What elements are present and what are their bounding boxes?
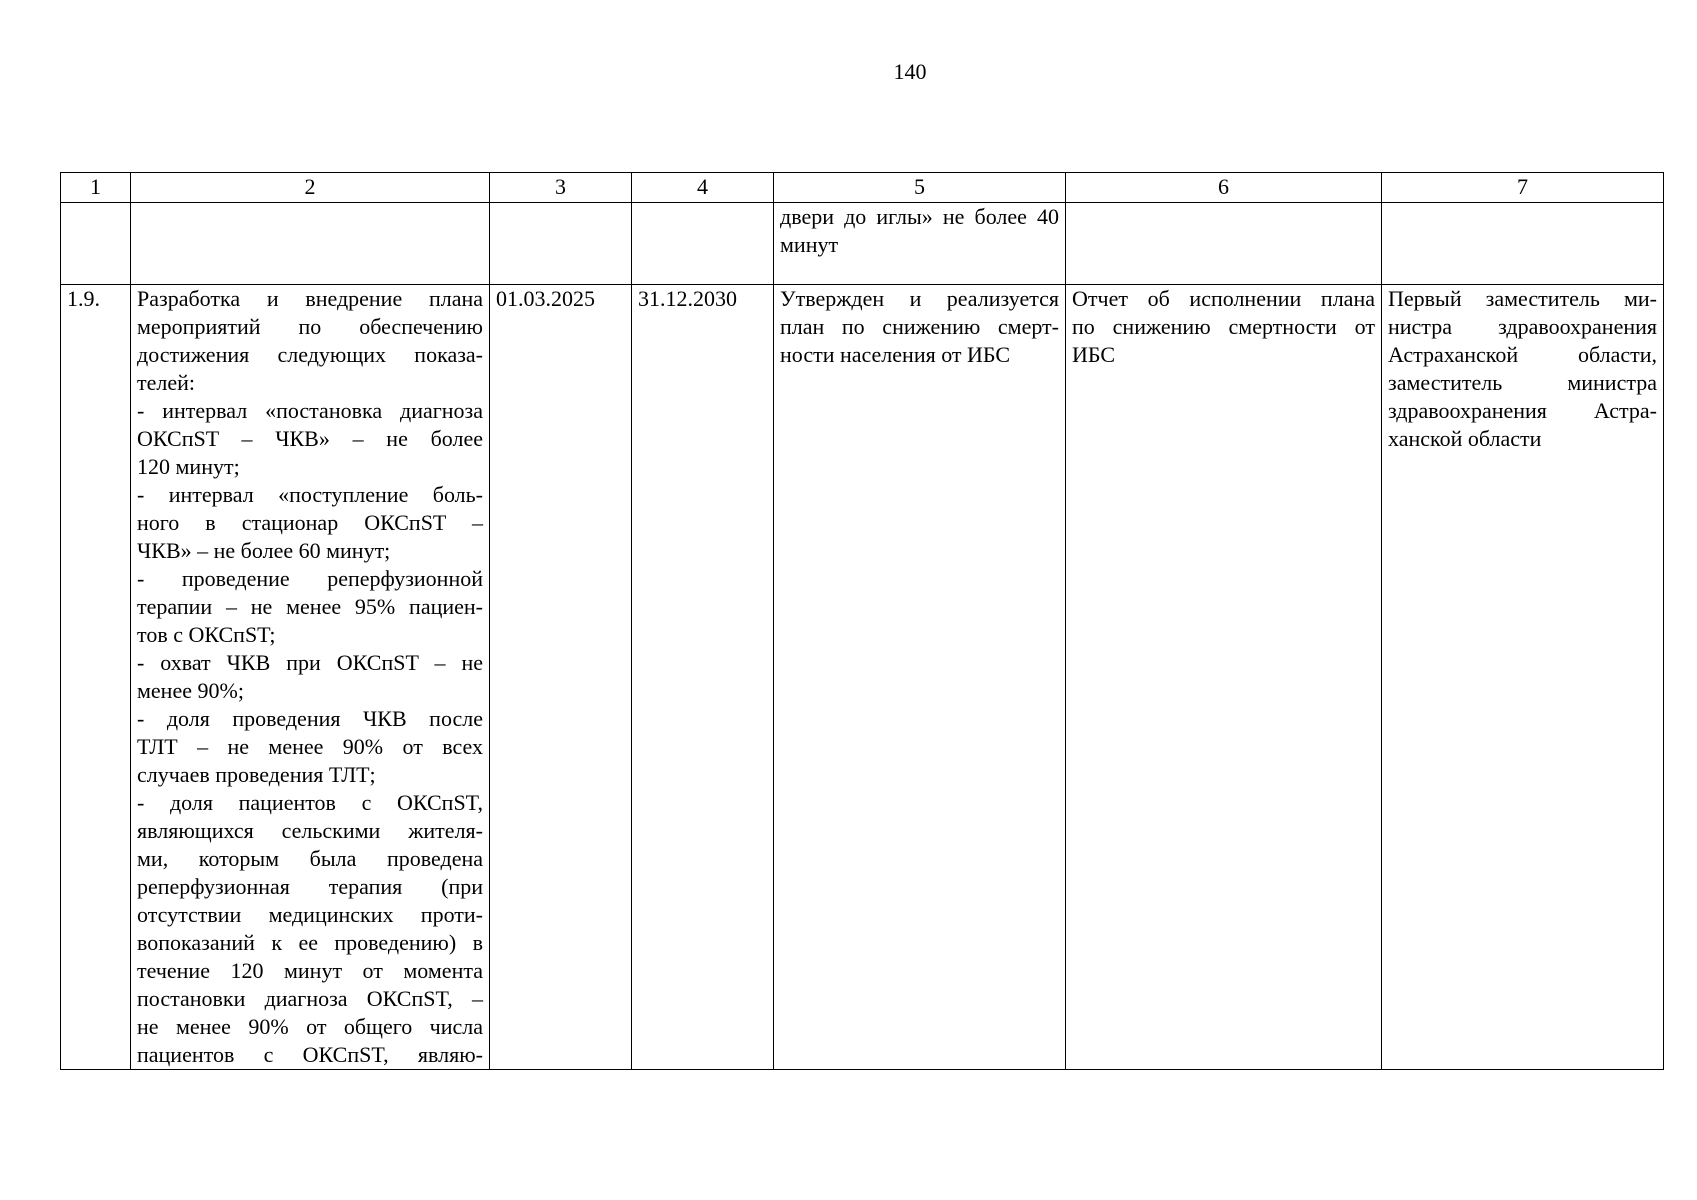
cell-empty xyxy=(1066,203,1382,285)
cell-empty xyxy=(1382,203,1664,285)
result-line: Утвержден и реализуется xyxy=(780,286,1059,311)
report-cell xyxy=(1066,285,1382,1070)
measure-line: телей: xyxy=(137,370,196,395)
measure-line: вопоказаний к ее проведению) в xyxy=(137,930,483,955)
measure-line: ного в стационар ОКСпST – xyxy=(137,510,483,535)
report-line: ИБС xyxy=(1072,342,1116,367)
measure-line: мероприятий по обеспечению xyxy=(137,314,483,339)
measure-line: терапии – не менее 95% пациен- xyxy=(137,594,483,619)
result-cell xyxy=(774,285,1066,1070)
responsible-line: нистра здравоохранения xyxy=(1388,314,1657,339)
page-number: 140 xyxy=(893,59,927,84)
measure-line: менее 90%; xyxy=(137,678,244,703)
column-header-3: 3 xyxy=(490,173,632,203)
measure-line: ЧКВ» – не более 60 минут; xyxy=(137,538,391,563)
cell-empty xyxy=(490,203,632,285)
measure-line: отсутствии медицинских проти- xyxy=(137,902,483,927)
cell-empty xyxy=(131,203,490,285)
responsible-line: здравоохранения Астра- xyxy=(1388,398,1657,423)
measure-line: - доля пациентов с ОКСпST, xyxy=(137,790,483,815)
measure-line: 120 минут; xyxy=(137,454,240,479)
result-line: план по снижению смерт- xyxy=(780,314,1059,339)
measure-line: - доля проведения ЧКВ после xyxy=(137,706,483,731)
measure-line: - охват ЧКВ при ОКСпST – не xyxy=(137,650,483,675)
responsible-cell xyxy=(1382,285,1664,1070)
measure-line: - проведение реперфузионной xyxy=(137,566,483,591)
column-header-4: 4 xyxy=(632,173,774,203)
report-line: Отчет об исполнении плана xyxy=(1072,286,1375,311)
measure-line: постановки диагноза ОКСпST, – xyxy=(137,986,483,1011)
measure-line: тов с ОКСпST; xyxy=(137,622,276,647)
continuation-row xyxy=(61,203,1664,285)
measure-line: ОКСпST – ЧКВ» – не более xyxy=(137,426,483,451)
header-row xyxy=(61,173,1664,203)
responsible-line: ханской области xyxy=(1388,426,1542,451)
responsible-line: Первый заместитель ми- xyxy=(1388,286,1657,311)
measure-line: не менее 90% от общего числа xyxy=(137,1014,483,1039)
measure-cell xyxy=(131,285,490,1070)
measure-line: течение 120 минут от момента xyxy=(137,958,483,983)
measure-line: случаев проведения ТЛТ; xyxy=(137,762,376,787)
plan-table xyxy=(60,172,1664,1070)
report-line: по снижению смертности от xyxy=(1072,314,1375,339)
responsible-line: заместитель министра xyxy=(1388,370,1657,395)
measure-line: пациентов с ОКСпST, являю- xyxy=(137,1042,483,1067)
measure-line: реперфузионная терапия (при xyxy=(137,874,483,899)
measure-line: ми, которым была проведена xyxy=(137,846,483,871)
cell-empty xyxy=(632,203,774,285)
column-header-6: 6 xyxy=(1066,173,1382,203)
responsible-line: Астраханской области, xyxy=(1388,342,1657,367)
continuation-result-cell: двери до иглы» не более 40 минут xyxy=(774,203,1066,285)
measure-line: - интервал «постановка диагноза xyxy=(137,398,483,423)
column-header-7: 7 xyxy=(1382,173,1664,203)
measure-line: Разработка и внедрение плана xyxy=(137,286,483,311)
column-header-2: 2 xyxy=(131,173,490,203)
column-header-1: 1 xyxy=(61,173,131,203)
measure-line: являющихся сельскими жителя- xyxy=(137,818,483,843)
column-header-5: 5 xyxy=(774,173,1066,203)
start-date-cell: 01.03.2025 xyxy=(490,285,632,1070)
result-line: ности населения от ИБС xyxy=(780,342,1011,367)
measure-line: ТЛТ – не менее 90% от всех xyxy=(137,734,483,759)
table-row xyxy=(61,285,1664,1070)
row-number-cell: 1.9. xyxy=(61,285,131,1070)
measure-line: - интервал «поступление боль- xyxy=(137,482,483,507)
cell-empty xyxy=(61,203,131,285)
measure-line: достижения следующих показа- xyxy=(137,342,483,367)
end-date-cell: 31.12.2030 xyxy=(632,285,774,1070)
